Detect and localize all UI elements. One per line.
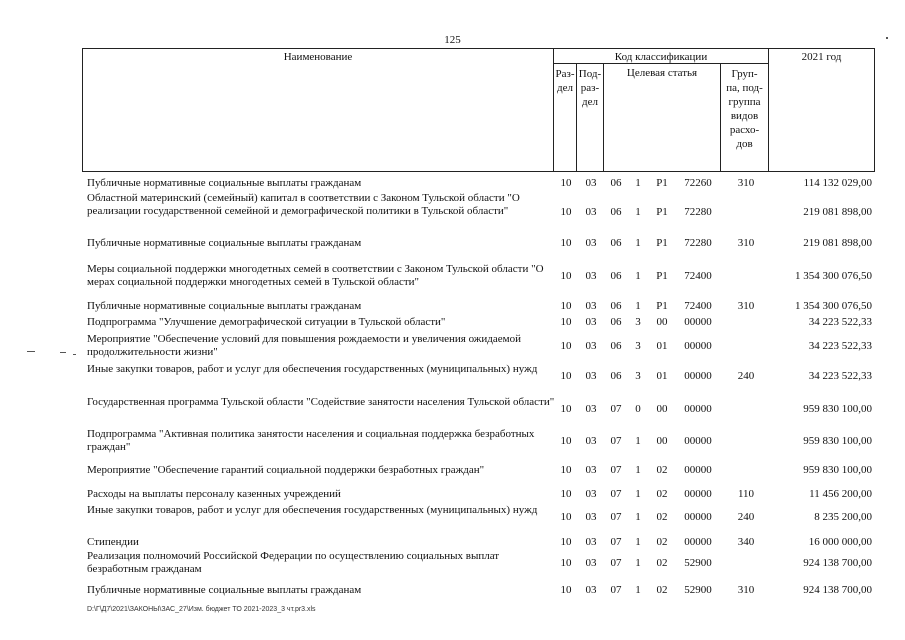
- code-target-event: 02: [656, 557, 668, 569]
- row-name: Расходы на выплаты персоналу казенных учреждений: [87, 488, 341, 500]
- header-right-border: [874, 48, 875, 172]
- code-target-program: 07: [610, 403, 622, 415]
- code-podrazdel: 03: [585, 488, 597, 500]
- header-name: Наименование: [283, 51, 353, 63]
- code-target-event: 01: [656, 340, 668, 352]
- row-amount: 959 830 100,00: [803, 464, 872, 476]
- row-amount: 924 138 700,00: [803, 584, 872, 596]
- row-name: Иные закупки товаров, работ и услуг для обеспечения государственных (муниципальных) нужд: [87, 504, 538, 516]
- code-expense-group: 110: [737, 488, 755, 500]
- code-target-event: Р1: [656, 300, 668, 312]
- code-expense-group: 310: [737, 177, 755, 189]
- code-target-direction: 00000: [684, 464, 712, 476]
- code-razdel: 10: [560, 557, 572, 569]
- code-target-event: 02: [656, 488, 668, 500]
- row-amount: 959 830 100,00: [803, 403, 872, 415]
- code-target-subprogram: 1: [635, 270, 641, 282]
- code-expense-group: 240: [737, 370, 755, 382]
- code-razdel: 10: [560, 316, 572, 328]
- code-expense-group: 310: [737, 584, 755, 596]
- code-target-program: 06: [610, 340, 622, 352]
- code-target-direction: 00000: [684, 488, 712, 500]
- row-amount: 1 354 300 076,50: [795, 270, 872, 282]
- code-target-subprogram: 1: [635, 464, 641, 476]
- code-razdel: 10: [560, 237, 572, 249]
- code-target-direction: 00000: [684, 316, 712, 328]
- code-target-program: 07: [610, 584, 622, 596]
- code-target-event: 02: [656, 511, 668, 523]
- header-left-border: [82, 48, 83, 172]
- code-target-program: 07: [610, 435, 622, 447]
- row-amount: 924 138 700,00: [803, 557, 872, 569]
- code-razdel: 10: [560, 206, 572, 218]
- code-target-subprogram: 1: [635, 237, 641, 249]
- row-amount: 219 081 898,00: [803, 237, 872, 249]
- code-podrazdel: 03: [585, 464, 597, 476]
- code-podrazdel: 03: [585, 584, 597, 596]
- code-podrazdel: 03: [585, 316, 597, 328]
- scan-mark: [73, 354, 76, 355]
- code-target-program: 06: [610, 316, 622, 328]
- header-group: Груп- па, под- группа видов расхо- дов: [726, 68, 763, 150]
- row-amount: 8 235 200,00: [814, 511, 872, 523]
- header-top-border: [82, 48, 875, 49]
- code-target-subprogram: 1: [635, 511, 641, 523]
- row-name: Областной материнский (семейный) капитал в соответствии с Законом Тульской области "О реализации государственной семейной и демографической политики в Тульской области": [87, 192, 520, 217]
- code-expense-group: 340: [737, 536, 755, 548]
- code-target-direction: 72260: [684, 177, 712, 189]
- code-target-subprogram: 1: [635, 177, 641, 189]
- code-target-subprogram: 3: [635, 340, 641, 352]
- code-target-event: 00: [656, 435, 668, 447]
- code-target-direction: 00000: [684, 511, 712, 523]
- code-target-subprogram: 1: [635, 536, 641, 548]
- code-expense-group: 310: [737, 237, 755, 249]
- code-target-program: 07: [610, 464, 622, 476]
- code-podrazdel: 03: [585, 511, 597, 523]
- code-target-direction: 00000: [684, 536, 712, 548]
- code-target-program: 06: [610, 370, 622, 382]
- code-razdel: 10: [560, 177, 572, 189]
- code-target-direction: 72280: [684, 206, 712, 218]
- code-target-program: 06: [610, 300, 622, 312]
- code-target-program: 06: [610, 206, 622, 218]
- code-razdel: 10: [560, 536, 572, 548]
- code-target-subprogram: 1: [635, 584, 641, 596]
- code-target-subprogram: 0: [635, 403, 641, 415]
- code-target-program: 06: [610, 270, 622, 282]
- row-amount: 34 223 522,33: [808, 316, 872, 328]
- row-amount: 16 000 000,00: [808, 536, 872, 548]
- row-amount: 11 456 200,00: [809, 488, 872, 500]
- code-target-program: 07: [610, 488, 622, 500]
- code-podrazdel: 03: [585, 370, 597, 382]
- row-name: Стипендии: [87, 536, 139, 548]
- page-number: 125: [444, 34, 461, 46]
- header-podrazdel: Под- раз- дел: [578, 68, 602, 108]
- scan-mark: [27, 351, 35, 352]
- row-name: Подпрограмма "Активная политика занятости населения и социальная поддержка безработных граждан": [87, 428, 535, 453]
- code-razdel: 10: [560, 488, 572, 500]
- code-target-direction: 00000: [684, 403, 712, 415]
- code-razdel: 10: [560, 403, 572, 415]
- code-target-event: Р1: [656, 237, 668, 249]
- code-podrazdel: 03: [585, 435, 597, 447]
- header-target: Целевая статья: [626, 67, 698, 79]
- code-target-subprogram: 1: [635, 300, 641, 312]
- code-podrazdel: 03: [585, 237, 597, 249]
- row-amount: 34 223 522,33: [808, 370, 872, 382]
- code-target-subprogram: 3: [635, 370, 641, 382]
- code-target-subprogram: 1: [635, 435, 641, 447]
- row-name: Публичные нормативные социальные выплаты гражданам: [87, 237, 362, 249]
- code-razdel: 10: [560, 435, 572, 447]
- code-target-program: 06: [610, 237, 622, 249]
- code-razdel: 10: [560, 300, 572, 312]
- file-path-footer: D:\Г\Д7\2021\ЗАКОНЫ\ЗАС_27\Изм. бюджет ТО 2021-2023_3 чт.pr3.xls: [87, 606, 316, 613]
- code-target-direction: 00000: [684, 435, 712, 447]
- code-target-event: Р1: [656, 270, 668, 282]
- code-target-direction: 00000: [684, 340, 712, 352]
- row-amount: 34 223 522,33: [808, 340, 872, 352]
- row-amount: 959 830 100,00: [803, 435, 872, 447]
- code-target-subprogram: 1: [635, 488, 641, 500]
- row-name: Мероприятие "Обеспечение условий для повышения рождаемости и увеличения ожидаемой продолжительности жизни": [87, 333, 522, 358]
- row-name: Публичные нормативные социальные выплаты гражданам: [87, 177, 362, 189]
- row-name: Меры социальной поддержки многодетных семей в соответствии с Законом Тульской области "О мерах социальной поддержки многодетных семей в Тульской области": [87, 263, 544, 288]
- code-expense-group: 310: [737, 300, 755, 312]
- code-target-event: Р1: [656, 177, 668, 189]
- code-target-event: 00: [656, 403, 668, 415]
- row-name: Публичные нормативные социальные выплаты гражданам: [87, 300, 362, 312]
- code-target-program: 07: [610, 536, 622, 548]
- code-target-event: 02: [656, 536, 668, 548]
- code-target-event: Р1: [656, 206, 668, 218]
- code-razdel: 10: [560, 464, 572, 476]
- code-target-program: 07: [610, 511, 622, 523]
- code-podrazdel: 03: [585, 403, 597, 415]
- row-name: Публичные нормативные социальные выплаты гражданам: [87, 584, 362, 596]
- code-podrazdel: 03: [585, 340, 597, 352]
- code-target-direction: 72280: [684, 237, 712, 249]
- code-razdel: 10: [560, 584, 572, 596]
- header-year: 2021 год: [801, 51, 842, 63]
- code-target-event: 02: [656, 584, 668, 596]
- code-podrazdel: 03: [585, 206, 597, 218]
- code-target-event: 01: [656, 370, 668, 382]
- code-target-direction: 52900: [684, 584, 712, 596]
- code-target-event: 00: [656, 316, 668, 328]
- row-amount: 219 081 898,00: [803, 206, 872, 218]
- row-name: Реализация полномочий Российской Федерации по осуществлению социальных выплат безработным гражданам: [87, 550, 500, 575]
- code-podrazdel: 03: [585, 300, 597, 312]
- code-target-subprogram: 1: [635, 206, 641, 218]
- code-podrazdel: 03: [585, 270, 597, 282]
- row-name: Иные закупки товаров, работ и услуг для обеспечения государственных (муниципальных) нужд: [87, 363, 538, 375]
- scan-mark: [886, 37, 888, 39]
- code-podrazdel: 03: [585, 557, 597, 569]
- row-name: Подпрограмма "Улучшение демографической ситуации в Тульской области": [87, 316, 446, 328]
- code-target-subprogram: 3: [635, 316, 641, 328]
- code-target-event: 02: [656, 464, 668, 476]
- header-razdel: Раз- дел: [555, 68, 575, 94]
- code-podrazdel: 03: [585, 177, 597, 189]
- header-bottom-border: [82, 171, 875, 172]
- code-razdel: 10: [560, 370, 572, 382]
- row-amount: 114 132 029,00: [803, 177, 872, 189]
- code-razdel: 10: [560, 511, 572, 523]
- row-name: Мероприятие "Обеспечение гарантий социальной поддержки безработных граждан": [87, 464, 485, 476]
- header-divider-year: [768, 48, 769, 172]
- code-target-program: 07: [610, 557, 622, 569]
- header-code-group: Код классификации: [614, 51, 708, 63]
- code-target-direction: 72400: [684, 300, 712, 312]
- row-amount: 1 354 300 076,50: [795, 300, 872, 312]
- code-target-direction: 52900: [684, 557, 712, 569]
- code-target-program: 06: [610, 177, 622, 189]
- code-target-direction: 00000: [684, 370, 712, 382]
- code-razdel: 10: [560, 270, 572, 282]
- scan-mark: [60, 352, 66, 353]
- code-razdel: 10: [560, 340, 572, 352]
- code-expense-group: 240: [737, 511, 755, 523]
- code-podrazdel: 03: [585, 536, 597, 548]
- code-target-direction: 72400: [684, 270, 712, 282]
- code-target-subprogram: 1: [635, 557, 641, 569]
- row-name: Государственная программа Тульской области "Содействие занятости населения Тульской области": [87, 396, 555, 408]
